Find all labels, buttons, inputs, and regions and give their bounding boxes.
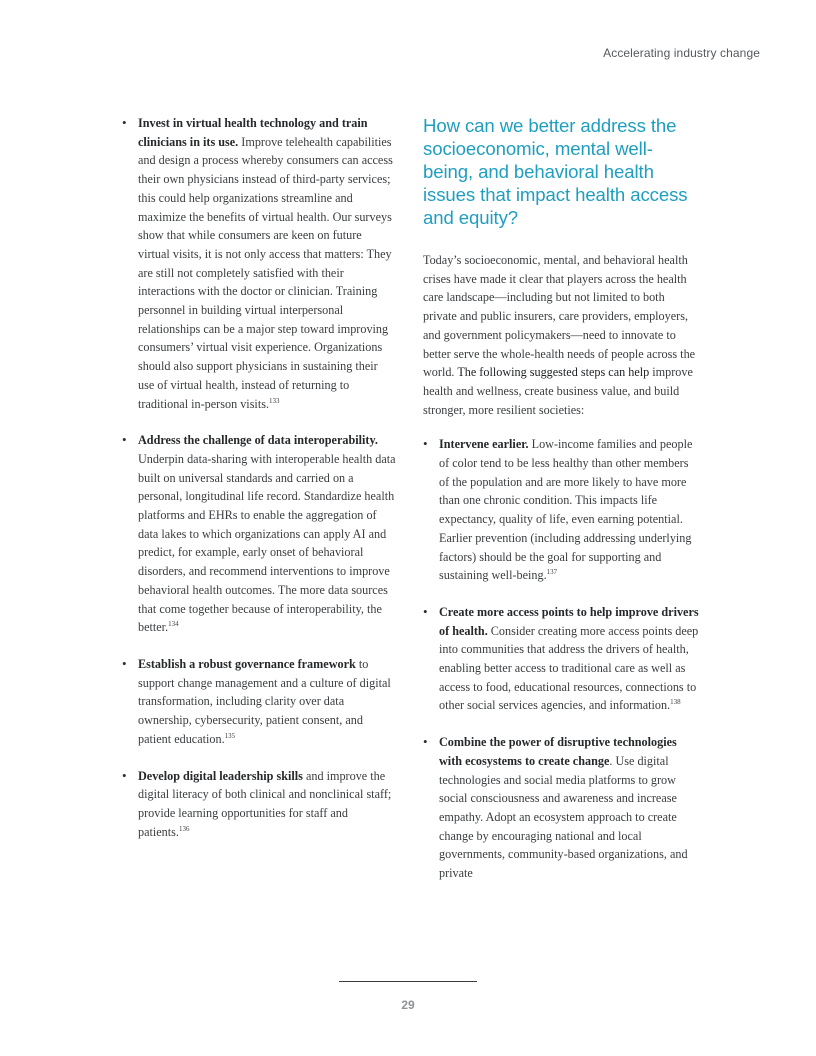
right-column [423,114,699,901]
bullet-lead: Invest in virtual health technology and train clinicians in its use. [138,116,368,149]
endnote-ref: 133 [269,396,280,405]
endnote-ref: 136 [178,824,190,833]
list-item [122,767,396,842]
endnote-ref: 134 [168,620,179,629]
list-item [423,603,699,715]
running-header: Accelerating industry change [603,46,760,60]
bullet-body: to support change management and a culture of digital transformation, including clarity over data ownership, cybersecurity, patient consent, and patient education. [138,656,391,746]
intro-text: Today’s socioeconomic, mental, and behavioral health crises have made it clear that players across the health care landscape—including but not limited to both private and public insurers, care providers, employers, and government policymakers—need to innovate to better serve the whole-health needs of people across the world. [423,253,696,380]
list-item [423,733,699,883]
list-item [122,655,396,749]
left-bullet-list [122,114,396,841]
footer-divider [339,981,477,982]
bullet-lead: Intervene earlier. [439,437,529,452]
list-item [122,114,396,413]
bullet-lead: Establish a robust governance framework [138,656,356,671]
endnote-ref: 135 [224,731,236,740]
endnote-ref: 138 [670,698,681,707]
bullet-body: Consider creating more access points deep into communities that address the drivers of health, enabling better access to traditional care as well as access to food, educational resources, connections to other social services agencies, and information. [439,623,699,713]
endnote-ref: 137 [546,568,558,577]
right-bullet-list [423,435,699,882]
bullet-lead: Address the challenge of data interoperability. [138,433,378,448]
bullet-body: Underpin data-sharing with interoperable health data built on universal standards and carried on a personal, longitudinal life record. Standardize health platforms and EHRs to enable the aggregation of data lakes to which organizations can apply AI and predict, for example, early onset of behavioral disorders, and recommend interventions to improve behavioral health outcomes. The more data sources that come together because of interoperability, the better. [138,451,396,635]
bullet-body: Improve telehealth capabilities and design a process whereby consumers can access their own physicians instead of third-party services; this could help organizations streamline and maximize the benefits of virtual health. Our surveys show that while consumers are keen on future virtual visits, it is not only access that matters: They are still not completely satisfied with their interactions with the doctor or clinician. Training personnel in building virtual interpersonal relationships can be a major step toward improving consumers’ virtual visit experience. Organizations should also support physicians in sustaining their use of virtual health, instead of returning to traditional in-person visits. [138,134,393,411]
bullet-body: and improve the digital literacy of both clinical and nonclinical staff; provide learning opportunities for staff and patients. [138,768,392,839]
bullet-body: . Use digital technologies and social media platforms to grow social consciousness and awareness and increase empathy. Adopt an ecosystem approach to create change by encouraging national and local governments, community-based organizations, and private [439,753,688,881]
page-number: 29 [401,998,415,1012]
section-heading: How can we better address the socioeconomic, mental well-being, and behavioral health issues that impact health access and equity? [423,115,688,228]
left-column [122,114,396,859]
intro-text-end: improve health and wellness, create business value, and build stronger, more resilient societies: [423,365,693,417]
bullet-body: Low-income families and people of color tend to be less healthy than other members of the population and are more likely to have more than one chronic condition. This impacts life expectancy, quality of life, even earning potential. Earlier prevention (including addressing underlying factors) should be the goal for supporting and sustaining well-being. [439,437,693,583]
intro-emphasis: The following suggested steps can help [457,365,650,380]
intro-paragraph [423,251,699,419]
list-item [122,431,396,637]
bullet-lead: Create more access points to help improve drivers of health. [439,604,699,638]
list-item [423,435,699,585]
bullet-lead: Develop digital leadership skills [138,768,303,783]
bullet-lead: Combine the power of disruptive technologies with ecosystems to create change [439,735,677,768]
